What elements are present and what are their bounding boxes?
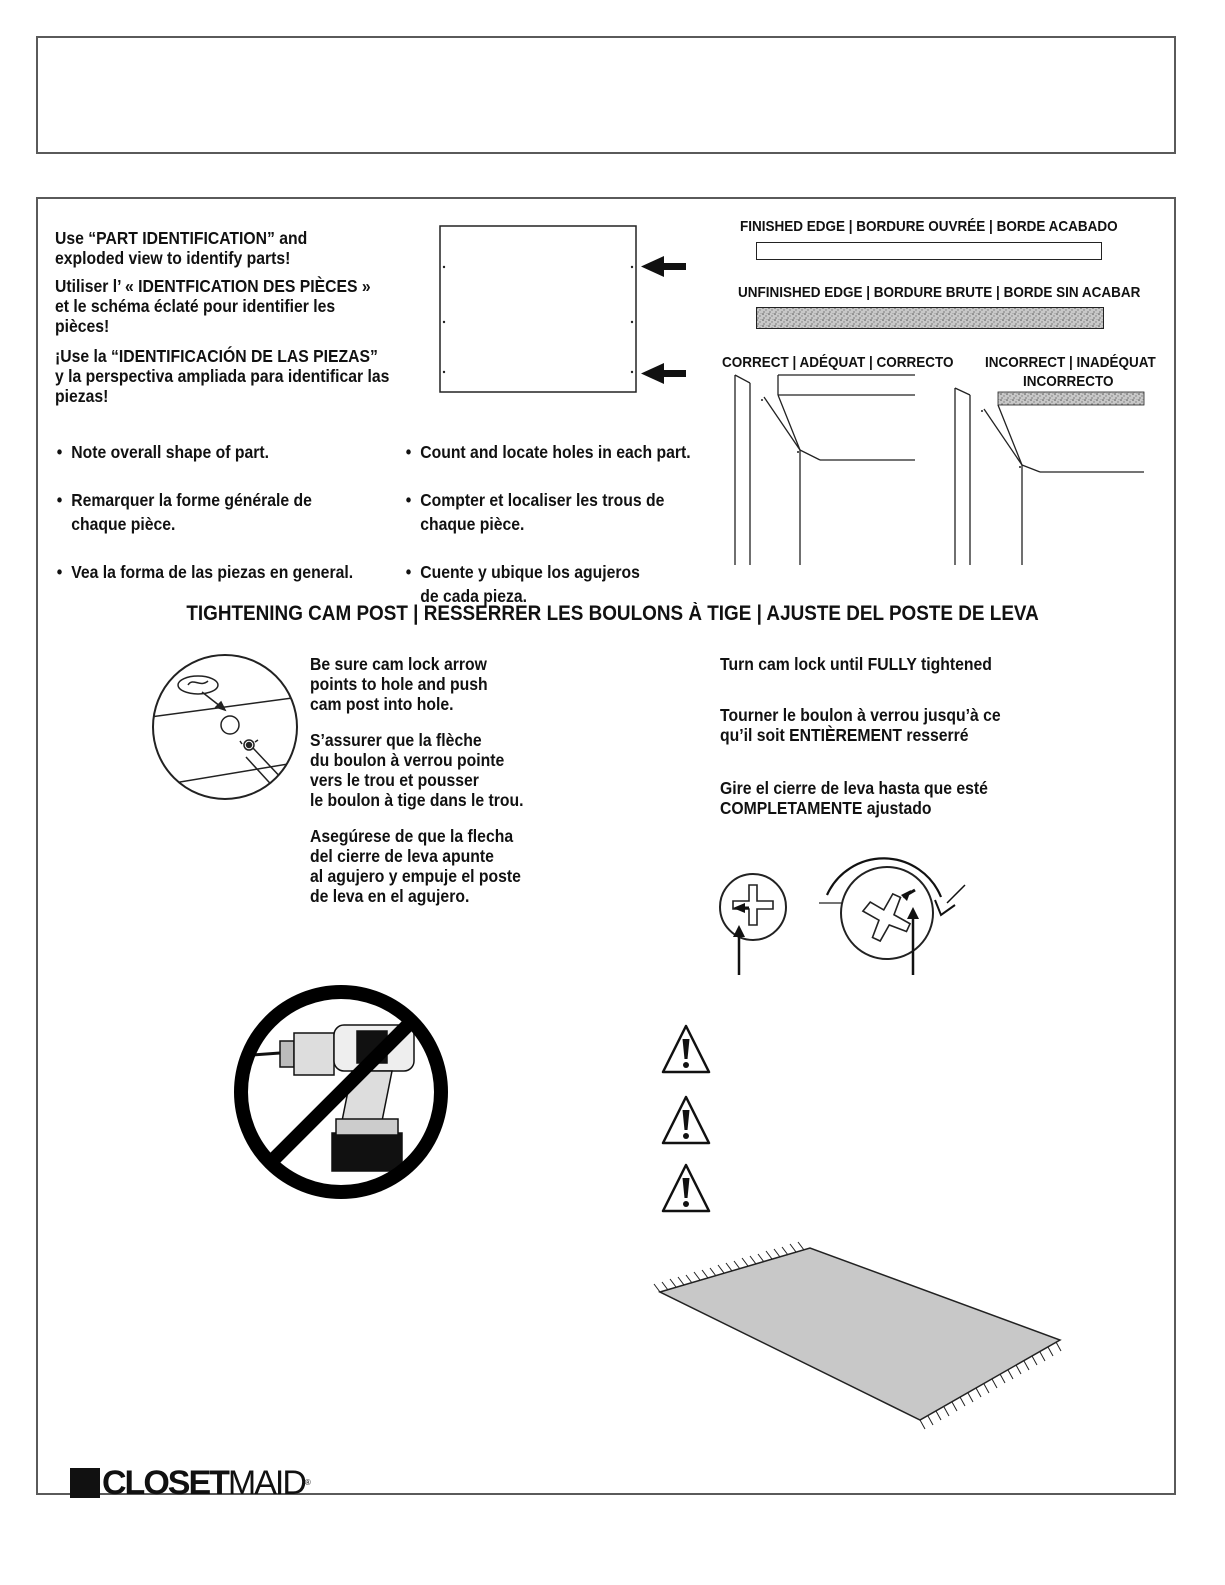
part-id-french: Utiliser l’ « IDENTFICATION DES PIÈCES » et le schéma éclaté pour identifier les pièces! [55, 276, 371, 336]
holes-bullets [404, 416, 691, 632]
unfinished-edge-label: UNFINISHED EDGE | BORDURE BRUTE | BORDE SIN ACABAR [738, 284, 1141, 301]
correct-label: CORRECT | ADÉQUAT | CORRECTO [722, 354, 954, 371]
bullet-holes-fr: • Compter et localiser les trous de chaque pièce. [404, 488, 691, 536]
warning-triangle-icon [660, 1023, 712, 1075]
rug-icon [640, 1240, 1090, 1440]
edge-orientation-illustration [730, 375, 1150, 567]
incorrect-label-1: INCORRECT | INADÉQUAT [985, 354, 1156, 371]
arrow-left-icon [641, 256, 686, 277]
cam-post-circle-illustration [150, 652, 300, 802]
unfinished-edge-swatch [756, 307, 1104, 329]
header-frame [36, 36, 1176, 154]
bullet-holes-es: • Cuente y ubique los agujeros de cada pieza. [404, 560, 691, 608]
logo-square [70, 1468, 100, 1498]
cam-lock-fr: Tourner le boulon à verrou jusqu’à ce qu’il soit ENTIÈREMENT resserré [720, 705, 1001, 745]
cam-lock-es: Gire el cierre de leva hasta que esté COMPLETAMENTE ajustado [720, 778, 988, 818]
bullet-holes-en: • Count and locate holes in each part. [404, 440, 691, 464]
no-power-drill-icon [232, 983, 450, 1201]
warning-triangle-icon [660, 1094, 712, 1146]
bullet-shape-en: • Note overall shape of part. [55, 440, 353, 464]
finished-edge-label: FINISHED EDGE | BORDURE OUVRÉE | BORDE ACABADO [740, 218, 1118, 235]
cam-post-es: Asegúrese de que la flecha del cierre de leva apunte al agujero y empuje el poste de leva en el agujero. [310, 826, 521, 906]
bullet-shape-fr: • Remarquer la forme générale de chaque pièce. [55, 488, 353, 536]
cam-lock-en: Turn cam lock until FULLY tightened [720, 654, 992, 674]
section-title: TIGHTENING CAM POST | RESSERRER LES BOULONS À TIGE | AJUSTE DEL POSTE DE LEVA [186, 602, 1039, 625]
incorrect-label-2: INCORRECTO [1023, 373, 1114, 390]
finished-edge-swatch [756, 242, 1102, 260]
cam-post-en: Be sure cam lock arrow points to hole and push cam post into hole. [310, 654, 488, 714]
cam-post-fr: S’assurer que la flèche du boulon à verrou pointe vers le trou et pousser le boulon à tige dans le trou. [310, 730, 524, 810]
arrow-left-icon [641, 363, 686, 384]
closetmaid-logo [70, 1466, 309, 1500]
panel-holes-illustration [436, 222, 696, 397]
warning-triangle-icon [660, 1162, 712, 1214]
logo-wordmark: CLOSETMAID® [102, 1464, 309, 1502]
shape-bullets [55, 416, 353, 608]
cam-lock-rotation-illustration [715, 845, 975, 980]
part-id-spanish: ¡Use la “IDENTIFICACIÓN DE LAS PIEZAS” y la perspectiva ampliada para identificar las piezas! [55, 346, 390, 406]
bullet-shape-es: • Vea la forma de las piezas en general. [55, 560, 353, 584]
part-id-english: Use “PART IDENTIFICATION” and exploded view to identify parts! [55, 228, 308, 268]
